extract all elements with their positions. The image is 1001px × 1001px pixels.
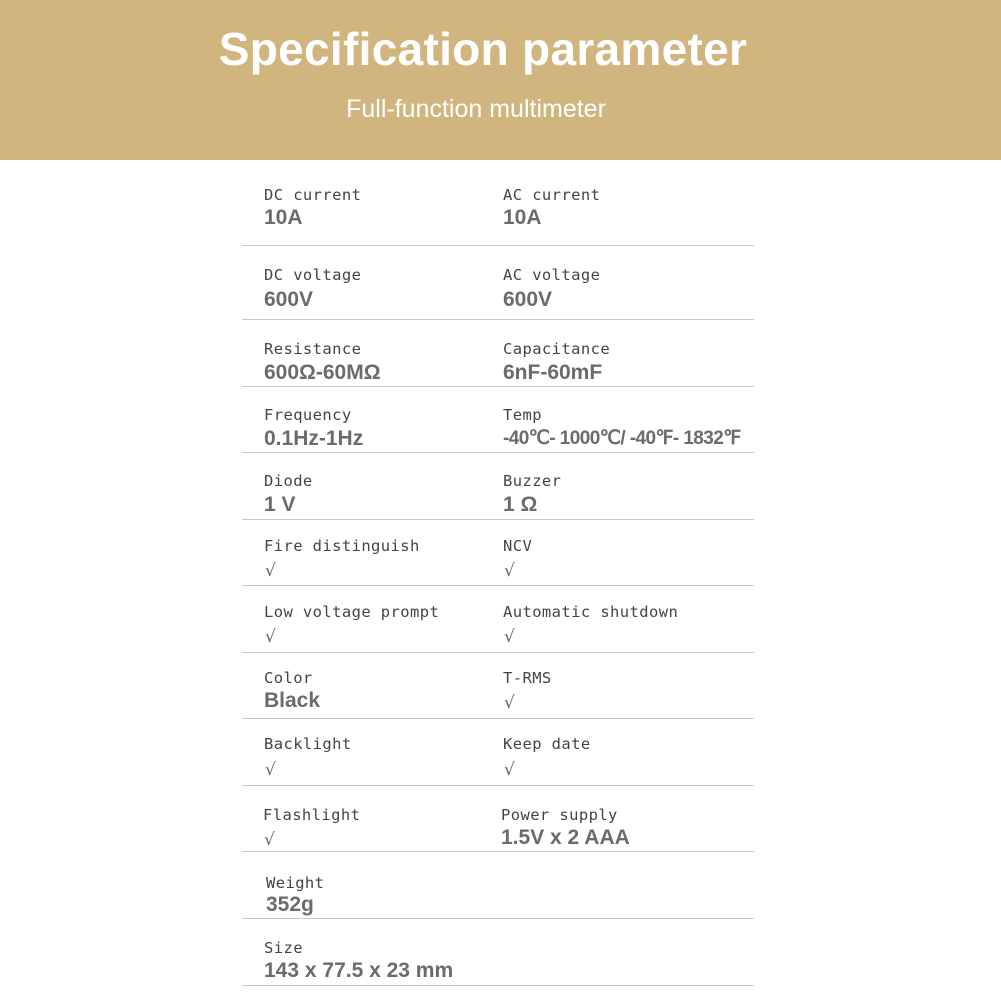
spec-value: -40℃- 1000℃/ -40℉- 1832℉ [503, 428, 741, 449]
spec-value: 1 V [264, 493, 296, 516]
spec-item [264, 320, 494, 386]
spec-row [242, 786, 754, 852]
spec-label: Backlight [264, 735, 352, 753]
spec-row [242, 653, 754, 719]
spec-value: 1 Ω [503, 493, 538, 516]
spec-label: Automatic shutdown [503, 603, 679, 621]
spec-row [242, 320, 754, 387]
check-mark: √ [504, 561, 515, 581]
page-subtitle: Full-function multimeter [346, 95, 606, 123]
spec-label: Resistance [264, 340, 362, 358]
spec-item [501, 786, 752, 851]
spec-item [264, 246, 494, 319]
spec-item [503, 453, 754, 519]
spec-label: Diode [264, 472, 313, 490]
spec-item [503, 246, 754, 319]
spec-label: NCV [503, 537, 533, 555]
spec-item [503, 586, 754, 652]
spec-item [503, 520, 754, 585]
check-mark: √ [265, 760, 276, 780]
spec-label: Power supply [501, 806, 618, 824]
spec-row [242, 160, 754, 246]
spec-label: DC voltage [264, 266, 362, 284]
spec-label: Keep date [503, 735, 591, 753]
spec-label: Capacitance [503, 340, 611, 358]
spec-value: Black [264, 689, 321, 712]
spec-value: 10A [503, 206, 542, 229]
spec-value: 352g [266, 893, 314, 916]
spec-item [264, 586, 494, 652]
spec-item [264, 160, 494, 245]
check-mark: √ [504, 627, 515, 647]
spec-label: AC voltage [503, 266, 601, 284]
spec-table [242, 160, 754, 986]
spec-label: Flashlight [263, 806, 361, 824]
spec-item [264, 453, 494, 519]
spec-label: Low voltage prompt [264, 603, 440, 621]
spec-label: Size [264, 939, 303, 957]
check-mark: √ [504, 760, 515, 780]
page-title: Specification parameter [218, 23, 748, 75]
check-mark: √ [265, 561, 276, 581]
spec-label: AC current [503, 186, 601, 204]
spec-label: Buzzer [503, 472, 562, 490]
spec-item [503, 160, 754, 245]
spec-item [264, 520, 494, 585]
spec-value: 10A [264, 206, 303, 229]
spec-row [242, 520, 754, 586]
check-mark: √ [264, 830, 275, 850]
spec-row [242, 919, 754, 986]
spec-item [503, 653, 754, 718]
spec-item [264, 387, 494, 452]
spec-row [242, 387, 754, 453]
spec-item [264, 919, 494, 985]
spec-item [264, 653, 494, 718]
spec-label: Color [264, 669, 313, 687]
spec-value: 6nF-60mF [503, 361, 603, 384]
spec-value: 143 x 77.5 x 23 mm [264, 959, 454, 982]
spec-value: 0.1Hz-1Hz [264, 427, 364, 450]
spec-value: 600V [264, 288, 314, 311]
spec-item [264, 719, 494, 785]
spec-label: Frequency [264, 406, 352, 424]
spec-row [242, 246, 754, 320]
spec-label: Weight [266, 874, 325, 892]
spec-row [242, 719, 754, 786]
spec-item [503, 320, 754, 386]
spec-value: 600Ω-60MΩ [264, 361, 381, 384]
check-mark: √ [504, 693, 515, 713]
spec-value: 1.5V x 2 AAA [501, 826, 630, 849]
spec-label: DC current [264, 186, 362, 204]
check-mark: √ [265, 627, 276, 647]
spec-label: T-RMS [503, 669, 552, 687]
spec-row [242, 586, 754, 653]
spec-row [242, 453, 754, 520]
spec-item [503, 719, 754, 785]
spec-row [242, 852, 754, 919]
spec-item [266, 852, 496, 918]
spec-item [263, 786, 493, 851]
header-banner [0, 0, 1001, 160]
spec-value: 600V [503, 288, 553, 311]
spec-label: Fire distinguish [264, 537, 420, 555]
spec-item [503, 387, 754, 452]
spec-label: Temp [503, 406, 542, 424]
